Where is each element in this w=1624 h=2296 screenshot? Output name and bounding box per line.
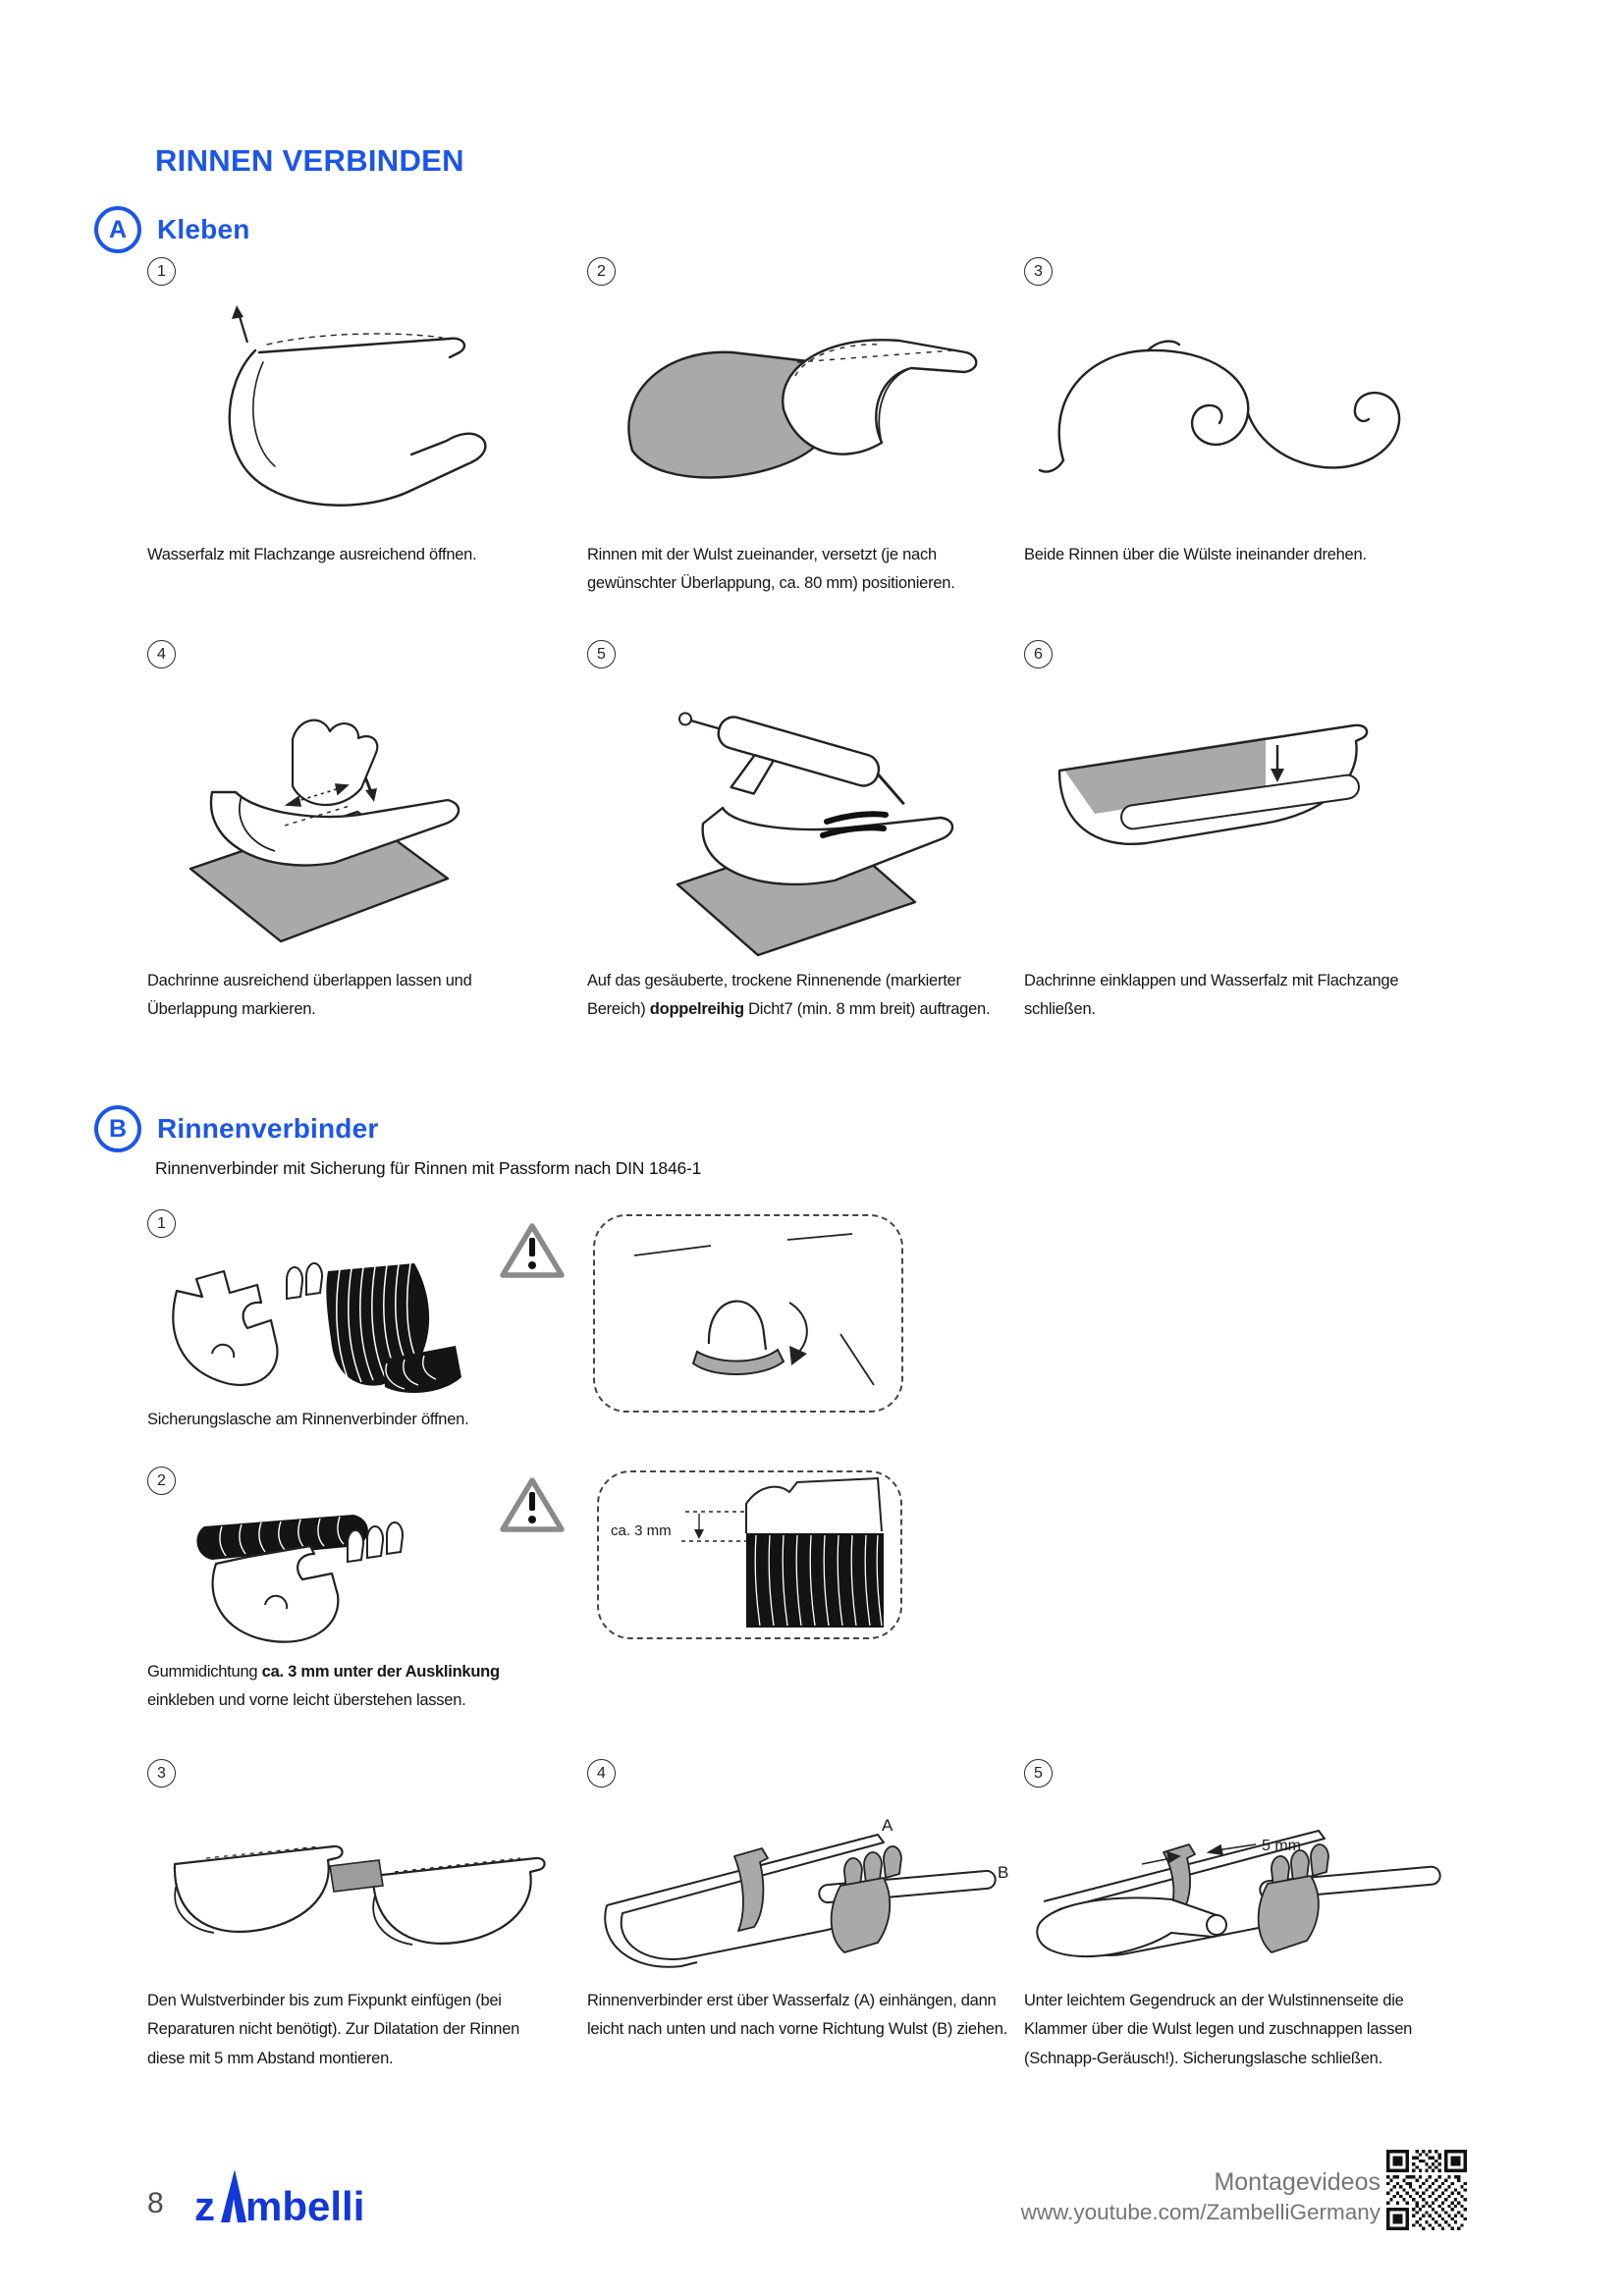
step-caption: Gummidichtung ca. 3 mm unter der Ausklinkung einkleben und vorne leicht überstehen lassen. [147, 1663, 500, 1710]
step-caption: Rinnenverbinder erst über Wasserfalz (A) einhängen, dann leicht nach unten und nach vorne Richtung Wulst (B) ziehen. [587, 1992, 1007, 2039]
step-b4 [587, 1759, 1019, 2045]
label-b: B [998, 1863, 1009, 1882]
step-a2 [587, 257, 1019, 599]
section-b-header [94, 1105, 378, 1152]
hand-icon [293, 721, 377, 805]
step-number: 3 [1024, 257, 1053, 286]
illustration-b5-snap-clamp [1024, 1795, 1466, 1987]
step-caption: Unter leichtem Gegendruck an der Wulstinnenseite die Klammer über die Wulst legen und zuschnappen lassen (Schnapp-Geräusch!). Sicherungslasche schließen. [1024, 1992, 1413, 2067]
illustration-a4-mark-overlap [147, 676, 560, 967]
illustration-a5-apply-sealant [587, 676, 1019, 967]
videos-block [1021, 2167, 1380, 2227]
step-caption: Den Wulstverbinder bis zum Fixpunkt einfügen (bei Reparaturen nicht benötigt). Zur Dilatation der Rinnen diese mit 5 mm Abstand montieren. [147, 1992, 520, 2067]
illustration-a3-twist-together [1024, 294, 1466, 541]
arrow-down-icon [694, 1529, 704, 1539]
page-number: 8 [147, 2187, 164, 2219]
dimension-label: 5 mm [1262, 1838, 1301, 1854]
section-a-badge: A [94, 206, 141, 253]
step-b5 [1024, 1759, 1466, 2073]
step-caption: Rinnen mit der Wulst zueinander, versetzt (je nach gewünschter Überlappung, ca. 80 mm) positionieren. [587, 546, 955, 593]
step-number: 6 [1024, 640, 1053, 668]
step-caption: Beide Rinnen über die Wülste ineinander drehen. [1024, 546, 1367, 563]
logo-prefix: z [194, 2183, 215, 2228]
videos-label: Montagevideos [1214, 2168, 1380, 2196]
step-number: 1 [147, 257, 176, 286]
section-b-title: Rinnenverbinder [157, 1113, 379, 1144]
step-number: 2 [147, 1467, 176, 1495]
zambelli-logo [194, 2165, 366, 2228]
section-a-header [94, 206, 250, 253]
warning-icon [499, 1220, 566, 1286]
section-a-title: Kleben [157, 214, 250, 244]
step-number: 1 [147, 1209, 176, 1238]
step-caption: Auf das gesäuberte, trockene Rinnenende (markierter Bereich) doppelreihig Dicht7 (min. 8 mm breit) auftragen. [587, 972, 991, 1019]
label-a: A [882, 1816, 893, 1835]
detail-panel-flap [593, 1214, 903, 1413]
section-b-subtitle: Rinnenverbinder mit Sicherung für Rinnen mit Passform nach DIN 1846-1 [155, 1158, 702, 1178]
illustration-a1-open-seam [147, 294, 560, 541]
logo-letter-a-spire [221, 2169, 246, 2222]
illustration-a6-close-seam [1024, 676, 1466, 967]
dimension-label: ca. 3 mm [611, 1522, 672, 1539]
step-caption: Sicherungslasche am Rinnenverbinder öffnen. [147, 1411, 469, 1428]
step-number: 5 [1024, 1759, 1053, 1788]
illustration-b2-glue-seal [147, 1503, 535, 1658]
step-number: 2 [587, 257, 616, 286]
step-caption: Dachrinne ausreichend überlappen lassen und Überlappung markieren. [147, 972, 472, 1019]
step-caption: Wasserfalz mit Flachzange ausreichend öffnen. [147, 546, 477, 563]
step-number: 4 [147, 640, 176, 668]
qr-code [1386, 2150, 1467, 2235]
illustration-b3-bead-connector [147, 1795, 560, 1987]
step-a3 [1024, 257, 1466, 569]
warning-icon [499, 1474, 566, 1540]
detail-panel-3mm [597, 1470, 902, 1639]
arrow-up-icon [232, 305, 247, 343]
step-number: 3 [147, 1759, 176, 1788]
step-a1 [147, 257, 560, 569]
step-a5 [587, 640, 1019, 1025]
step-b2 [147, 1467, 535, 1716]
step-a4 [147, 640, 560, 1025]
step-number: 5 [587, 640, 616, 668]
logo-suffix: mbelli [245, 2183, 365, 2228]
step-caption: Dachrinne einklappen und Wasserfalz mit Flachzange schließen. [1024, 972, 1399, 1019]
curved-arrow-icon [789, 1303, 807, 1365]
section-b-badge: B [94, 1105, 141, 1152]
illustration-a2-position-gutters [587, 294, 1019, 541]
step-b3 [147, 1759, 560, 2073]
page-title: RINNEN VERBINDEN [155, 143, 464, 178]
step-a6 [1024, 640, 1466, 1025]
illustration-b4-hook-connector [587, 1795, 1019, 1987]
step-number: 4 [587, 1759, 616, 1788]
videos-url[interactable]: www.youtube.com/ZambelliGermany [1020, 2200, 1380, 2225]
step-b1 [147, 1209, 501, 1434]
illustration-b1-connector-open [147, 1246, 501, 1406]
